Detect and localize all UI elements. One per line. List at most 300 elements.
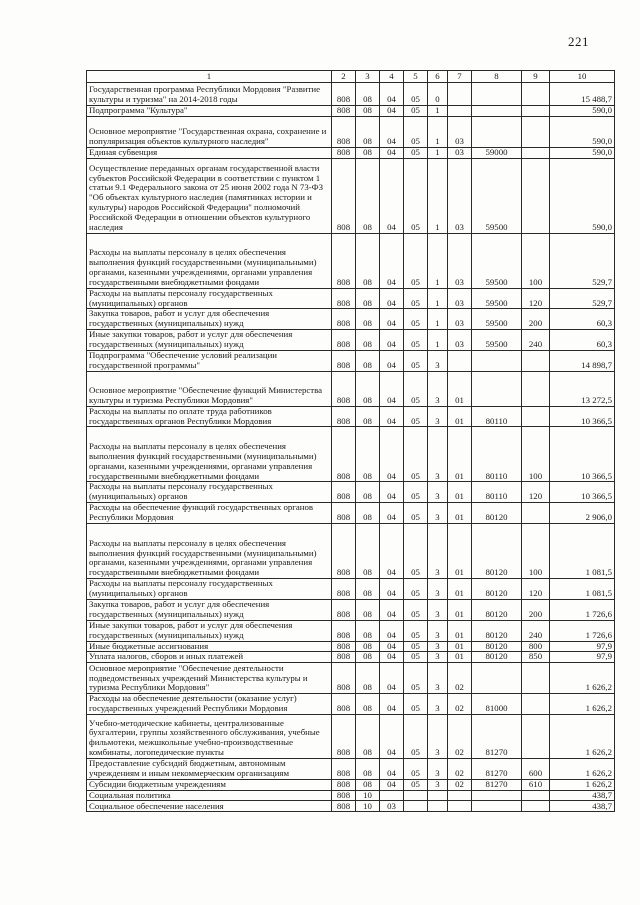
row-value-cell: 80120 xyxy=(472,652,522,663)
row-value-cell: 04 xyxy=(380,579,404,600)
row-value-cell: 59500 xyxy=(472,309,522,330)
row-value-cell xyxy=(522,350,550,371)
row-value-cell: 01 xyxy=(448,599,472,620)
row-value-cell: 08 xyxy=(356,116,380,147)
row-label-cell: Основное мероприятие "Обеспечение деятельности подведомственных учреждений Министерства культуры и туризма Республики Мордовия" xyxy=(87,663,332,694)
table-row xyxy=(87,330,615,351)
column-header: 8 xyxy=(472,71,522,83)
row-value-cell: 04 xyxy=(380,288,404,309)
row-value-cell: 04 xyxy=(380,427,404,482)
row-label-cell: Расходы на обеспечение деятельности (оказание услуг) государственных учреждений Республики Мордовия xyxy=(87,694,332,715)
row-value-cell xyxy=(522,801,550,812)
row-value-cell: 1 626,2 xyxy=(550,779,615,790)
row-value-cell: 08 xyxy=(356,620,380,641)
row-value-cell xyxy=(404,801,428,812)
row-value-cell: 05 xyxy=(404,779,428,790)
row-value-cell: 08 xyxy=(356,288,380,309)
table-row xyxy=(87,147,615,158)
row-value-cell: 04 xyxy=(380,714,404,758)
row-value-cell: 02 xyxy=(448,694,472,715)
row-value-cell: 05 xyxy=(404,371,428,406)
row-value-cell: 200 xyxy=(522,599,550,620)
row-label-cell: Социальная политика xyxy=(87,790,332,801)
row-value-cell xyxy=(522,503,550,524)
row-value-cell xyxy=(522,83,550,106)
row-value-cell: 10 xyxy=(356,790,380,801)
row-label-cell: Субсидии бюджетным учреждениям xyxy=(87,779,332,790)
row-label-cell: Основное мероприятие "Государственная охрана, сохранение и популяризация объектов культурного наследия" xyxy=(87,116,332,147)
row-value-cell: 08 xyxy=(356,694,380,715)
row-value-cell: 438,7 xyxy=(550,790,615,801)
row-label-cell: Подпрограмма "Обеспечение условий реализации государственной программы" xyxy=(87,350,332,371)
row-value-cell: 438,7 xyxy=(550,801,615,812)
row-value-cell: 3 xyxy=(428,599,448,620)
row-value-cell: 80120 xyxy=(472,599,522,620)
row-value-cell xyxy=(472,790,522,801)
table-row xyxy=(87,406,615,427)
row-value-cell: 08 xyxy=(356,233,380,288)
row-value-cell: 05 xyxy=(404,694,428,715)
row-value-cell: 05 xyxy=(404,158,428,233)
row-value-cell xyxy=(522,116,550,147)
row-value-cell: 2 906,0 xyxy=(550,503,615,524)
table-row xyxy=(87,83,615,106)
table-header-row xyxy=(87,71,615,83)
row-label-cell: Основное мероприятие "Обеспечение функций Министерства культуры и туризма Республики Мордовия" xyxy=(87,371,332,406)
row-value-cell: 1 626,2 xyxy=(550,714,615,758)
row-value-cell: 1 xyxy=(428,147,448,158)
row-value-cell: 3 xyxy=(428,427,448,482)
row-value-cell: 120 xyxy=(522,579,550,600)
row-value-cell: 04 xyxy=(380,758,404,779)
row-value-cell: 529,7 xyxy=(550,233,615,288)
row-value-cell: 808 xyxy=(332,427,356,482)
row-value-cell: 120 xyxy=(522,482,550,503)
row-value-cell: 529,7 xyxy=(550,288,615,309)
table-row xyxy=(87,158,615,233)
table-row xyxy=(87,288,615,309)
row-value-cell: 01 xyxy=(448,406,472,427)
row-value-cell: 3 xyxy=(428,694,448,715)
row-value-cell xyxy=(522,147,550,158)
row-value-cell xyxy=(472,801,522,812)
row-value-cell: 05 xyxy=(404,83,428,106)
row-value-cell: 08 xyxy=(356,599,380,620)
row-value-cell: 04 xyxy=(380,147,404,158)
row-value-cell: 3 xyxy=(428,714,448,758)
row-value-cell xyxy=(380,790,404,801)
row-value-cell: 08 xyxy=(356,758,380,779)
row-value-cell: 1 xyxy=(428,158,448,233)
row-label-cell: Единая субвенция xyxy=(87,147,332,158)
row-value-cell: 59500 xyxy=(472,288,522,309)
row-value-cell xyxy=(522,694,550,715)
table-row xyxy=(87,779,615,790)
row-value-cell: 08 xyxy=(356,652,380,663)
row-value-cell: 03 xyxy=(448,309,472,330)
table-row xyxy=(87,714,615,758)
row-value-cell: 3 xyxy=(428,503,448,524)
table-body xyxy=(87,83,615,812)
table-row xyxy=(87,663,615,694)
row-value-cell: 05 xyxy=(404,652,428,663)
row-value-cell: 610 xyxy=(522,779,550,790)
row-value-cell: 03 xyxy=(380,801,404,812)
row-value-cell: 05 xyxy=(404,620,428,641)
row-value-cell: 60,3 xyxy=(550,330,615,351)
row-value-cell: 100 xyxy=(522,427,550,482)
row-value-cell: 808 xyxy=(332,694,356,715)
row-value-cell: 08 xyxy=(356,641,380,652)
row-value-cell xyxy=(522,371,550,406)
row-value-cell: 05 xyxy=(404,427,428,482)
row-value-cell xyxy=(472,371,522,406)
row-value-cell: 01 xyxy=(448,579,472,600)
row-value-cell: 80110 xyxy=(472,482,522,503)
row-label-cell: Расходы на выплаты по оплате труда работников государственных органов Республики Мордовия xyxy=(87,406,332,427)
row-label-cell: Расходы на выплаты персоналу в целях обеспечения выполнения функций государственными (муниципальными) органами, казенными учреждениями, органами управления государственными внебюджетными фондами xyxy=(87,427,332,482)
row-value-cell: 04 xyxy=(380,599,404,620)
table-row xyxy=(87,694,615,715)
row-value-cell: 08 xyxy=(356,714,380,758)
row-value-cell: 100 xyxy=(522,524,550,579)
row-value-cell: 10 366,5 xyxy=(550,406,615,427)
row-value-cell: 808 xyxy=(332,288,356,309)
row-value-cell: 01 xyxy=(448,652,472,663)
row-value-cell: 08 xyxy=(356,663,380,694)
row-value-cell: 05 xyxy=(404,288,428,309)
row-value-cell: 81000 xyxy=(472,694,522,715)
table-row xyxy=(87,503,615,524)
row-value-cell xyxy=(472,116,522,147)
row-value-cell: 1 726,6 xyxy=(550,620,615,641)
row-value-cell: 13 272,5 xyxy=(550,371,615,406)
row-value-cell: 05 xyxy=(404,524,428,579)
row-value-cell: 08 xyxy=(356,427,380,482)
row-value-cell: 02 xyxy=(448,758,472,779)
row-value-cell: 808 xyxy=(332,524,356,579)
row-value-cell: 04 xyxy=(380,83,404,106)
row-value-cell: 808 xyxy=(332,801,356,812)
row-value-cell: 1 xyxy=(428,116,448,147)
row-value-cell: 05 xyxy=(404,330,428,351)
row-value-cell: 03 xyxy=(448,116,472,147)
row-value-cell: 100 xyxy=(522,233,550,288)
row-value-cell: 1 xyxy=(428,309,448,330)
row-value-cell: 3 xyxy=(428,758,448,779)
row-value-cell: 808 xyxy=(332,599,356,620)
row-value-cell: 01 xyxy=(448,503,472,524)
row-value-cell xyxy=(472,350,522,371)
row-value-cell: 1 xyxy=(428,233,448,288)
row-value-cell: 808 xyxy=(332,158,356,233)
row-value-cell xyxy=(428,801,448,812)
row-label-cell: Предоставление субсидий бюджетным, автономным учреждениям и иным некоммерческим организациям xyxy=(87,758,332,779)
row-value-cell: 81270 xyxy=(472,758,522,779)
row-value-cell: 04 xyxy=(380,779,404,790)
row-value-cell: 08 xyxy=(356,83,380,106)
row-value-cell: 60,3 xyxy=(550,309,615,330)
row-value-cell: 120 xyxy=(522,288,550,309)
row-value-cell: 08 xyxy=(356,147,380,158)
row-value-cell: 59000 xyxy=(472,147,522,158)
row-label-cell: Осуществление переданных органам государственной власти субъектов Российской Федерации в соответствии с пунктом 1 статьи 9.1 Федерального закона от 25 июня 2002 года N 73-ФЗ "Об объектах культурного наследия (памятниках истории и культуры) народов Российской Федерации" полномочий Российской Федерации в отношении объектов культурного наследия xyxy=(87,158,332,233)
row-value-cell: 01 xyxy=(448,524,472,579)
column-header: 7 xyxy=(448,71,472,83)
row-value-cell: 808 xyxy=(332,579,356,600)
table-row xyxy=(87,790,615,801)
row-value-cell: 04 xyxy=(380,106,404,117)
row-value-cell: 08 xyxy=(356,779,380,790)
row-value-cell xyxy=(448,106,472,117)
row-value-cell: 03 xyxy=(448,233,472,288)
row-value-cell: 240 xyxy=(522,620,550,641)
row-value-cell: 80120 xyxy=(472,579,522,600)
row-value-cell: 80120 xyxy=(472,620,522,641)
row-value-cell: 02 xyxy=(448,779,472,790)
row-value-cell: 04 xyxy=(380,652,404,663)
row-value-cell: 05 xyxy=(404,503,428,524)
table-row xyxy=(87,620,615,641)
row-value-cell: 1 626,2 xyxy=(550,694,615,715)
row-value-cell: 808 xyxy=(332,641,356,652)
row-value-cell: 08 xyxy=(356,406,380,427)
row-label-cell: Закупка товаров, работ и услуг для обеспечения государственных (муниципальных) нужд xyxy=(87,309,332,330)
row-value-cell: 08 xyxy=(356,309,380,330)
row-value-cell: 808 xyxy=(332,330,356,351)
table-row xyxy=(87,106,615,117)
row-value-cell: 01 xyxy=(448,371,472,406)
row-value-cell: 04 xyxy=(380,503,404,524)
row-value-cell: 05 xyxy=(404,350,428,371)
column-header: 4 xyxy=(380,71,404,83)
row-value-cell: 05 xyxy=(404,579,428,600)
row-value-cell: 05 xyxy=(404,482,428,503)
column-header: 5 xyxy=(404,71,428,83)
row-value-cell: 03 xyxy=(448,158,472,233)
row-value-cell: 80120 xyxy=(472,641,522,652)
column-header: 6 xyxy=(428,71,448,83)
row-value-cell: 08 xyxy=(356,330,380,351)
column-header: 10 xyxy=(550,71,615,83)
row-value-cell: 08 xyxy=(356,482,380,503)
row-value-cell: 05 xyxy=(404,233,428,288)
row-value-cell: 80110 xyxy=(472,427,522,482)
column-header: 9 xyxy=(522,71,550,83)
row-value-cell: 3 xyxy=(428,350,448,371)
row-value-cell xyxy=(522,663,550,694)
row-value-cell: 03 xyxy=(448,330,472,351)
row-value-cell: 14 898,7 xyxy=(550,350,615,371)
row-value-cell: 1 626,2 xyxy=(550,758,615,779)
row-value-cell: 01 xyxy=(448,482,472,503)
row-value-cell: 240 xyxy=(522,330,550,351)
row-value-cell xyxy=(522,714,550,758)
row-value-cell: 05 xyxy=(404,147,428,158)
row-label-cell: Уплата налогов, сборов и иных платежей xyxy=(87,652,332,663)
row-value-cell: 808 xyxy=(332,309,356,330)
row-value-cell: 808 xyxy=(332,371,356,406)
row-value-cell: 808 xyxy=(332,83,356,106)
row-value-cell: 02 xyxy=(448,663,472,694)
row-label-cell: Расходы на выплаты персоналу в целях обеспечения выполнения функций государственными (муниципальными) органами, казенными учреждениями, органами управления государственными внебюджетными фондами xyxy=(87,524,332,579)
row-value-cell: 04 xyxy=(380,330,404,351)
row-value-cell: 08 xyxy=(356,503,380,524)
row-label-cell: Расходы на выплаты персоналу в целях обеспечения выполнения функций государственными (муниципальными) органами, казенными учреждениями, органами управления государственными внебюджетными фондами xyxy=(87,233,332,288)
row-value-cell: 01 xyxy=(448,620,472,641)
column-header: 3 xyxy=(356,71,380,83)
row-value-cell: 02 xyxy=(448,714,472,758)
budget-table xyxy=(86,70,615,812)
row-value-cell: 04 xyxy=(380,663,404,694)
row-label-cell: Расходы на выплаты персоналу государственных (муниципальных) органов xyxy=(87,288,332,309)
table-row xyxy=(87,652,615,663)
row-value-cell: 3 xyxy=(428,524,448,579)
row-value-cell: 1 xyxy=(428,106,448,117)
row-value-cell: 600 xyxy=(522,758,550,779)
row-value-cell: 3 xyxy=(428,371,448,406)
row-value-cell xyxy=(448,83,472,106)
row-value-cell: 10 xyxy=(356,801,380,812)
row-label-cell: Иные бюджетные ассигнования xyxy=(87,641,332,652)
row-value-cell: 59500 xyxy=(472,158,522,233)
row-value-cell: 3 xyxy=(428,779,448,790)
row-value-cell: 81270 xyxy=(472,779,522,790)
row-value-cell: 808 xyxy=(332,779,356,790)
table-row xyxy=(87,482,615,503)
row-label-cell: Социальное обеспечение населения xyxy=(87,801,332,812)
row-value-cell: 05 xyxy=(404,758,428,779)
row-value-cell: 808 xyxy=(332,482,356,503)
row-value-cell: 1 xyxy=(428,288,448,309)
row-value-cell: 800 xyxy=(522,641,550,652)
row-value-cell: 97,9 xyxy=(550,652,615,663)
row-value-cell: 808 xyxy=(332,714,356,758)
row-value-cell: 3 xyxy=(428,579,448,600)
table-row xyxy=(87,758,615,779)
row-value-cell: 808 xyxy=(332,350,356,371)
row-label-cell: Государственная программа Республики Мордовия "Развитие культуры и туризма" на 2014-2018 годы xyxy=(87,83,332,106)
table-row xyxy=(87,599,615,620)
row-value-cell: 1 xyxy=(428,330,448,351)
row-value-cell: 04 xyxy=(380,116,404,147)
row-value-cell: 04 xyxy=(380,233,404,288)
row-value-cell: 08 xyxy=(356,579,380,600)
row-value-cell: 80120 xyxy=(472,503,522,524)
row-value-cell: 808 xyxy=(332,503,356,524)
table-row xyxy=(87,641,615,652)
row-value-cell: 04 xyxy=(380,350,404,371)
row-value-cell: 590,0 xyxy=(550,147,615,158)
row-value-cell: 01 xyxy=(448,641,472,652)
row-label-cell: Учебно-методические кабинеты, централизованные бухгалтерии, группы хозяйственного обслуживания, учебные фильмотеки, межшкольные учебно-производственные комбинаты, логопедические пункты xyxy=(87,714,332,758)
row-value-cell xyxy=(522,790,550,801)
row-value-cell: 200 xyxy=(522,309,550,330)
row-value-cell: 04 xyxy=(380,641,404,652)
table-row xyxy=(87,801,615,812)
row-value-cell: 0 xyxy=(428,83,448,106)
row-value-cell: 80120 xyxy=(472,524,522,579)
row-value-cell xyxy=(522,406,550,427)
row-value-cell: 08 xyxy=(356,524,380,579)
row-value-cell: 05 xyxy=(404,599,428,620)
row-value-cell: 1 081,5 xyxy=(550,524,615,579)
row-value-cell: 08 xyxy=(356,158,380,233)
row-label-cell: Иные закупки товаров, работ и услуг для обеспечения государственных (муниципальных) нужд xyxy=(87,330,332,351)
row-value-cell xyxy=(472,83,522,106)
row-label-cell: Расходы на выплаты персоналу государственных (муниципальных) органов xyxy=(87,579,332,600)
row-value-cell: 04 xyxy=(380,694,404,715)
row-value-cell: 1 626,2 xyxy=(550,663,615,694)
row-value-cell: 1 081,5 xyxy=(550,579,615,600)
row-value-cell: 590,0 xyxy=(550,116,615,147)
table-row xyxy=(87,579,615,600)
row-value-cell: 04 xyxy=(380,620,404,641)
row-value-cell: 59500 xyxy=(472,233,522,288)
row-value-cell: 05 xyxy=(404,714,428,758)
row-value-cell xyxy=(472,106,522,117)
row-value-cell: 1 726,6 xyxy=(550,599,615,620)
row-value-cell: 01 xyxy=(448,427,472,482)
row-value-cell: 808 xyxy=(332,620,356,641)
row-value-cell: 808 xyxy=(332,758,356,779)
row-value-cell: 03 xyxy=(448,147,472,158)
row-value-cell: 03 xyxy=(448,288,472,309)
row-value-cell: 08 xyxy=(356,106,380,117)
row-value-cell xyxy=(448,350,472,371)
row-value-cell: 80110 xyxy=(472,406,522,427)
row-value-cell: 808 xyxy=(332,406,356,427)
row-value-cell: 59500 xyxy=(472,330,522,351)
row-label-cell: Подпрограмма "Культура" xyxy=(87,106,332,117)
page-number: 221 xyxy=(568,34,589,49)
row-value-cell xyxy=(428,790,448,801)
row-value-cell: 15 488,7 xyxy=(550,83,615,106)
row-value-cell: 97,9 xyxy=(550,641,615,652)
row-value-cell: 08 xyxy=(356,350,380,371)
row-value-cell: 3 xyxy=(428,482,448,503)
row-value-cell: 04 xyxy=(380,406,404,427)
row-value-cell: 590,0 xyxy=(550,158,615,233)
row-value-cell: 04 xyxy=(380,309,404,330)
row-value-cell: 808 xyxy=(332,116,356,147)
row-value-cell: 3 xyxy=(428,663,448,694)
row-value-cell: 05 xyxy=(404,116,428,147)
row-value-cell: 04 xyxy=(380,158,404,233)
row-value-cell: 808 xyxy=(332,652,356,663)
row-value-cell: 05 xyxy=(404,663,428,694)
row-value-cell xyxy=(448,801,472,812)
row-value-cell: 3 xyxy=(428,406,448,427)
row-value-cell xyxy=(522,106,550,117)
table-row xyxy=(87,427,615,482)
row-value-cell: 808 xyxy=(332,147,356,158)
column-header: 2 xyxy=(332,71,356,83)
row-value-cell: 04 xyxy=(380,371,404,406)
row-value-cell: 04 xyxy=(380,482,404,503)
row-value-cell: 3 xyxy=(428,652,448,663)
row-value-cell: 05 xyxy=(404,309,428,330)
row-value-cell: 808 xyxy=(332,233,356,288)
row-label-cell: Иные закупки товаров, работ и услуг для обеспечения государственных (муниципальных) нужд xyxy=(87,620,332,641)
row-value-cell xyxy=(404,790,428,801)
table-row xyxy=(87,350,615,371)
row-value-cell: 05 xyxy=(404,106,428,117)
row-value-cell: 850 xyxy=(522,652,550,663)
row-value-cell: 808 xyxy=(332,106,356,117)
row-value-cell: 808 xyxy=(332,790,356,801)
column-header: 1 xyxy=(87,71,332,83)
